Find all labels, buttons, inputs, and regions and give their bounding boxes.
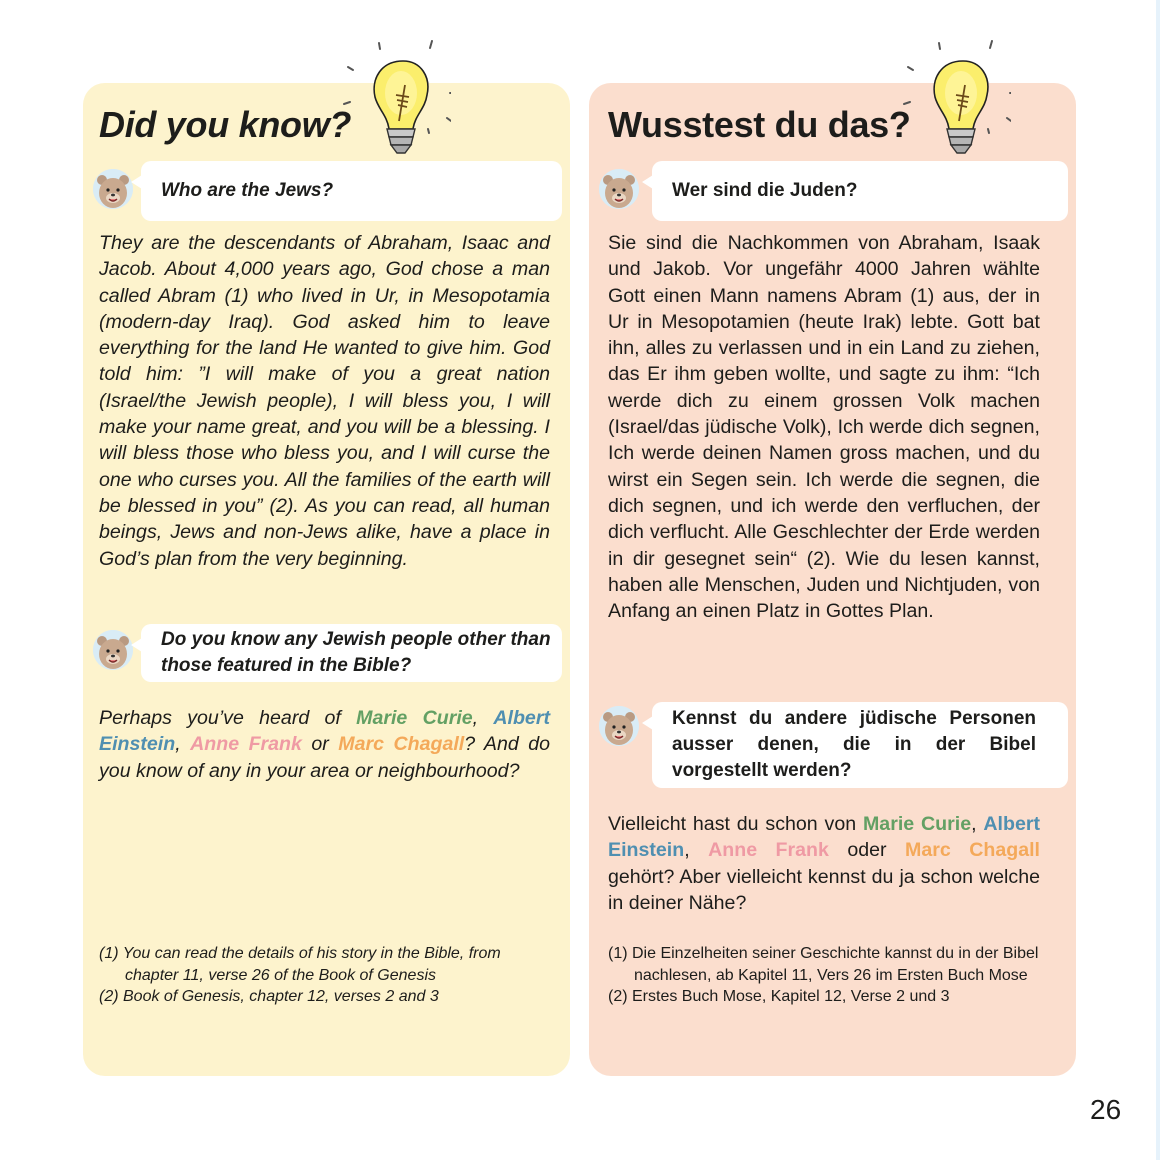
footnote-2: (2) Erstes Buch Mose, Kapitel 12, Verse 2 und 3 — [608, 988, 950, 1005]
name-marie-curie: Marie Curie — [862, 813, 972, 835]
name-albert-einstein: Albert Einstein — [608, 813, 1041, 862]
body-paragraph-1: Sie sind die Nachkommen von Abraham, Isaak und Jakob. Vor ungefähr 4000 Jahren wählte Gott einen Mann namens Abram (1) aus, der in Ur in Mesopotamien (heute Irak) lebte. Gott bat ihn, alles zu verlassen und in ein Land zu ziehen, das Er ihm geben wollte, und sagte zu ihm: “Ich werde dich zu einem grossen Volk machen (Israel/das jüdische Volk), Ich werde dich segnen, Ich werde deinen Namen gross machen, und du wirst ein Segen sein. Ich werde die segnen, die dich segnen, und ich werde den verfluchen, der dich verflucht. Alle Geschlechter der Erde werden in dir gesegnet sein“ (2). Wie du lesen kannst, haben alle Menschen, Juden und Nichtjuden, von Anfang an einen Platz in Gottes Plan. — [608, 232, 1040, 623]
question-bubble — [141, 624, 562, 682]
question-who-are-jews — [91, 161, 562, 221]
separator: oder — [828, 839, 906, 862]
separator: or — [301, 733, 339, 756]
footnotes — [99, 943, 550, 1008]
footnotes — [608, 943, 1046, 1008]
question-text: Wer sind die Juden? — [672, 180, 858, 201]
lightbulb-icon — [341, 33, 451, 163]
body-paragraph-2 — [608, 811, 1040, 916]
name-marc-chagall: Marc Chagall — [338, 733, 465, 756]
bear-avatar-icon — [599, 169, 639, 209]
body-paragraph-1: They are the descendants of Abraham, Isaac and Jacob. About 4,000 years ago, God chose a man called Abram (1) who lived in Ur, in Mesopotamia (modern-day Iraq). God asked him to leave everything for the land He wanted to give him. God told him: ”I will make of you a great nation (Israel/the Jewish people), I will bless you, I will make your name great, and you will be a blessing. I will bless those who bless you, and I will curse the one who curses you. All the families of the earth will be blessed in you” (2). As you can read, all human beings, Jews and non-Jews alike, have a place in God’s plan from the very beginning. — [99, 232, 550, 570]
panel-german — [589, 83, 1076, 1076]
bear-avatar-icon — [93, 169, 133, 209]
bear-avatar-icon — [93, 630, 133, 670]
page-edge — [1156, 0, 1160, 1160]
separator: , — [472, 707, 494, 729]
body-text-intro: Vielleicht hast du schon von — [608, 813, 863, 835]
separator: , — [971, 813, 984, 835]
question-bubble — [652, 702, 1068, 788]
question-text: Do you know any Jewish people other than those featured in the Bible? — [161, 629, 551, 676]
body-text-outro: ? And do you know of any in your area or neighbourhood? — [99, 733, 550, 782]
page-number: 26 — [1090, 1094, 1122, 1125]
lightbulb-icon — [901, 33, 1011, 163]
name-anne-frank: Anne Frank — [708, 839, 829, 862]
question-juedische-personen — [597, 702, 1068, 788]
question-text: Who are the Jews? — [161, 180, 334, 201]
panel-english — [83, 83, 570, 1076]
bear-avatar-icon — [599, 706, 639, 746]
question-jewish-people — [91, 624, 562, 682]
separator: , — [175, 733, 191, 756]
panel-title: Wusstest du das? — [608, 104, 911, 145]
name-albert-einstein: Albert Einstein — [99, 707, 550, 756]
question-bubble — [652, 161, 1068, 221]
separator: , — [684, 839, 709, 862]
name-anne-frank: Anne Frank — [190, 733, 302, 756]
panel-title: Did you know? — [99, 104, 352, 145]
footnote-1: (1) Die Einzelheiten seiner Geschichte kannst du in der Bibel nachlesen, ab Kapitel 11, Vers 26 im Ersten Buch Mose — [608, 945, 1039, 984]
question-bubble — [141, 161, 562, 221]
body-text-outro: gehört? Aber vielleicht kennst du ja schon welche in deiner Nähe? — [608, 865, 1040, 914]
footnote-2: (2) Book of Genesis, chapter 12, verses 2 and 3 — [99, 988, 439, 1005]
question-text: Kennst du andere jüdische Personen ausser denen, die in der Bibel vorgestellt werden? — [672, 708, 1036, 781]
body-paragraph-2 — [99, 705, 550, 784]
name-marie-curie: Marie Curie — [356, 707, 473, 729]
question-wer-sind-die-juden — [597, 161, 1068, 221]
name-marc-chagall: Marc Chagall — [905, 839, 1041, 862]
footnote-1: (1) You can read the details of his story in the Bible, from chapter 11, verse 26 of the Book of Genesis — [99, 945, 501, 984]
body-text-intro: Perhaps you’ve heard of — [99, 707, 357, 729]
